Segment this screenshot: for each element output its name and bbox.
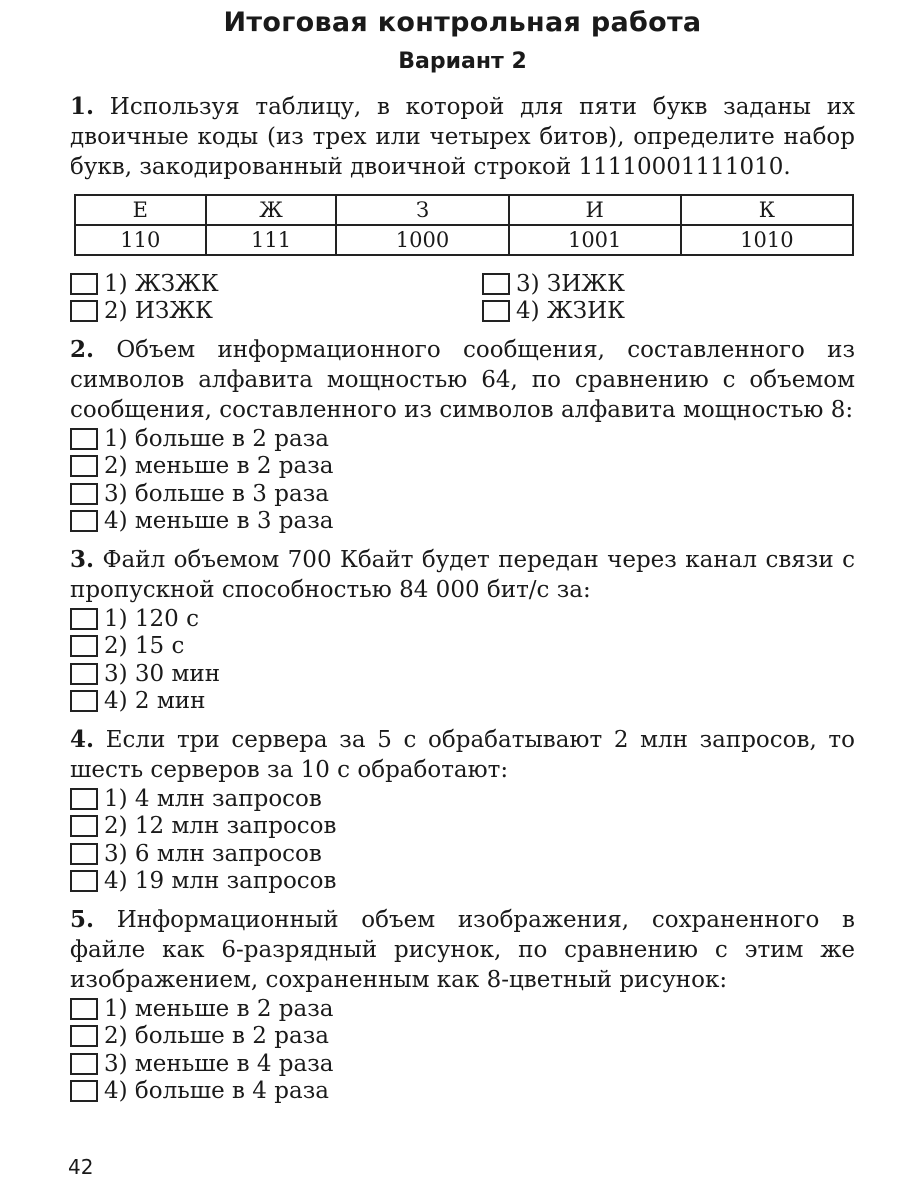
answer-option[interactable] xyxy=(70,508,855,536)
binary-code-table xyxy=(74,194,854,256)
answer-option[interactable] xyxy=(70,785,855,813)
answer-checkbox[interactable] xyxy=(70,1080,98,1102)
answer-option[interactable] xyxy=(482,298,852,326)
table-cell: 1010 xyxy=(681,225,853,255)
answer-option[interactable] xyxy=(70,270,482,298)
table-cell: 1001 xyxy=(509,225,681,255)
option-label: 3) 6 млн запросов xyxy=(104,840,322,867)
answer-checkbox[interactable] xyxy=(70,663,98,685)
question-4 xyxy=(70,725,855,895)
answer-option[interactable] xyxy=(70,480,855,508)
answer-options xyxy=(70,785,855,895)
worksheet-page xyxy=(70,0,855,1105)
answer-checkbox[interactable] xyxy=(70,870,98,892)
answer-option[interactable] xyxy=(70,995,855,1023)
answer-checkbox[interactable] xyxy=(70,635,98,657)
question-number: 1. xyxy=(70,93,95,120)
answer-option[interactable] xyxy=(70,453,855,481)
answer-checkbox[interactable] xyxy=(482,300,510,322)
option-label: 4) меньше в 3 раза xyxy=(104,508,334,535)
option-label: 1) больше в 2 раза xyxy=(104,425,329,452)
question-text: Информационный объем изображения, сохраненного в файле как 6-разрядный рисунок, по сравнению с этим же изображением, сохраненным как 8-цветный рисунок: xyxy=(70,907,855,993)
answer-options xyxy=(70,605,855,715)
variant-heading: Вариант 2 xyxy=(398,49,527,74)
answer-checkbox[interactable] xyxy=(70,815,98,837)
page-number: 42 xyxy=(68,1155,94,1179)
option-label: 4) ЖЗИК xyxy=(516,298,625,325)
answer-checkbox[interactable] xyxy=(70,483,98,505)
answer-option[interactable] xyxy=(70,660,855,688)
option-label: 1) 4 млн запросов xyxy=(104,785,322,812)
question-number: 3. xyxy=(70,546,95,573)
answer-checkbox[interactable] xyxy=(70,1025,98,1047)
option-label: 3) меньше в 4 раза xyxy=(104,1050,334,1077)
answer-option[interactable] xyxy=(70,1078,855,1106)
question-2 xyxy=(70,335,855,535)
option-label: 1) ЖЗЖК xyxy=(104,270,219,297)
question-text: Файл объемом 700 Кбайт будет передан через канал связи с пропускной способностью 84 000 бит/с за: xyxy=(70,547,856,603)
answer-option[interactable] xyxy=(70,425,855,453)
answer-option[interactable] xyxy=(70,840,855,868)
answer-option[interactable] xyxy=(70,868,855,896)
answer-option[interactable] xyxy=(70,1023,855,1051)
option-label: 1) 120 с xyxy=(104,605,200,632)
answer-options xyxy=(70,995,855,1105)
table-cell: 1000 xyxy=(336,225,508,255)
question-1 xyxy=(70,92,855,325)
table-cell: 110 xyxy=(75,225,206,255)
table-cell: Е xyxy=(75,195,206,225)
answer-checkbox[interactable] xyxy=(482,273,510,295)
answer-option[interactable] xyxy=(70,633,855,661)
option-label: 3) больше в 3 раза xyxy=(104,480,329,507)
answer-checkbox[interactable] xyxy=(70,998,98,1020)
answer-option[interactable] xyxy=(70,1050,855,1078)
answer-checkbox[interactable] xyxy=(70,788,98,810)
question-text: Если три сервера за 5 с обрабатывают 2 млн запросов, то шесть серверов за 10 с обработают: xyxy=(70,727,856,783)
option-label: 4) 19 млн запросов xyxy=(104,868,337,895)
table-row-letters xyxy=(75,195,853,225)
answer-checkbox[interactable] xyxy=(70,300,98,322)
answer-options xyxy=(70,270,855,325)
table-cell: Ж xyxy=(206,195,337,225)
answer-checkbox[interactable] xyxy=(70,608,98,630)
option-label: 1) меньше в 2 раза xyxy=(104,995,334,1022)
option-label: 3) ЗИЖК xyxy=(516,270,625,297)
question-number: 5. xyxy=(70,906,95,933)
question-text: Используя таблицу, в которой для пяти букв заданы их двоичные коды (из трех или четырех битов), определите набор букв, закодированный двоичной строкой 11110001111010. xyxy=(70,94,855,180)
option-label: 2) 12 млн запросов xyxy=(104,813,337,840)
answer-checkbox[interactable] xyxy=(70,428,98,450)
question-number: 4. xyxy=(70,726,95,753)
table-cell: 111 xyxy=(206,225,337,255)
answer-checkbox[interactable] xyxy=(70,690,98,712)
option-label: 4) 2 мин xyxy=(104,688,206,715)
table-cell: И xyxy=(509,195,681,225)
answer-option[interactable] xyxy=(70,688,855,716)
answer-checkbox[interactable] xyxy=(70,1053,98,1075)
option-label: 2) 15 с xyxy=(104,633,185,660)
table-cell: К xyxy=(681,195,853,225)
answer-option[interactable] xyxy=(482,270,852,298)
option-label: 2) меньше в 2 раза xyxy=(104,453,334,480)
answer-checkbox[interactable] xyxy=(70,455,98,477)
option-label: 2) больше в 2 раза xyxy=(104,1023,329,1050)
answer-option[interactable] xyxy=(70,813,855,841)
table-cell: З xyxy=(336,195,508,225)
question-3 xyxy=(70,545,855,715)
answer-option[interactable] xyxy=(70,298,482,326)
answer-checkbox[interactable] xyxy=(70,273,98,295)
answer-options xyxy=(70,425,855,535)
answer-checkbox[interactable] xyxy=(70,843,98,865)
question-text: Объем информационного сообщения, составленного из символов алфавита мощностью 64, по сравнению с объемом сообщения, составленного из символов алфавита мощностью 8: xyxy=(70,337,855,423)
option-label: 4) больше в 4 раза xyxy=(104,1078,329,1105)
question-5 xyxy=(70,905,855,1105)
option-label: 2) ИЗЖК xyxy=(104,298,213,325)
answer-option[interactable] xyxy=(70,605,855,633)
table-row-codes xyxy=(75,225,853,255)
option-label: 3) 30 мин xyxy=(104,660,221,687)
answer-checkbox[interactable] xyxy=(70,510,98,532)
page-title: Итоговая контрольная работа xyxy=(223,7,702,38)
question-number: 2. xyxy=(70,336,95,363)
